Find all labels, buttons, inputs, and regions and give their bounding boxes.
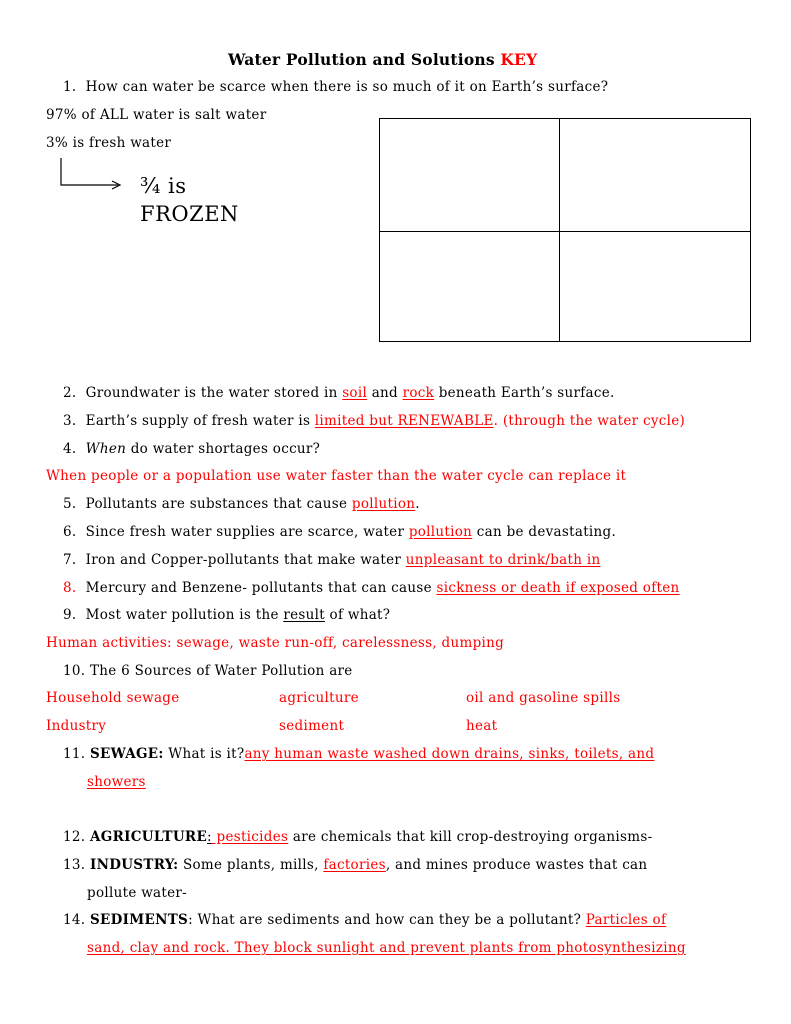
q8-answer: sickness or death if exposed often [436, 580, 680, 596]
source-item: Household sewage [46, 690, 180, 706]
grid-divider-horizontal [380, 231, 750, 232]
question-12: 12. AGRICULTURE: pesticides are chemicals that kill crop-destroying organisms- [63, 829, 653, 845]
q3-answer: limited but RENEWABLE [314, 413, 494, 429]
source-item: agriculture [279, 690, 359, 706]
q2-answer-rock: rock [402, 385, 435, 401]
q1-text: How can water be scarce when there is so much of it on Earth’s surface? [85, 79, 609, 95]
q1-answer-salt: 97% of ALL water is salt water [46, 107, 267, 123]
question-3: 3. Earth’s supply of fresh water is limited but RENEWABLE. (through the water cycle) [63, 413, 686, 429]
question-2: 2. Groundwater is the water stored in soil and rock beneath Earth’s surface. [63, 385, 615, 401]
frozen-fraction: ¾ is [140, 174, 187, 198]
q9-result: result [283, 607, 325, 623]
title-key: KEY [500, 50, 538, 69]
question-4: 4. When do water shortages occur? [63, 441, 321, 457]
question-5: 5. Pollutants are substances that cause pollution. [63, 496, 420, 512]
page-title [228, 50, 537, 69]
answer-grid [379, 118, 751, 342]
source-item: oil and gasoline spills [466, 690, 621, 706]
frozen-label: FROZEN [140, 202, 239, 226]
question-7: 7. Iron and Copper-pollutants that make water unpleasant to drink/bath in [63, 552, 601, 568]
q14-answer: Particles of [585, 912, 667, 928]
title-text: Water Pollution and Solutions [228, 50, 501, 69]
question-14: 14. SEDIMENTS: What are sediments and how can they be a pollutant? Particles of [63, 912, 667, 928]
q1-number: 1. [63, 79, 77, 95]
question-13: 13. INDUSTRY: Some plants, mills, factories, and mines produce wastes that can [63, 857, 648, 873]
q7-answer: unpleasant to drink/bath in [405, 552, 601, 568]
q2-answer-soil: soil [342, 385, 368, 401]
question-11: 11. SEWAGE: What is it?any human waste washed down drains, sinks, toilets, and [63, 746, 655, 762]
question-6: 6. Since fresh water supplies are scarce, water pollution can be devastating. [63, 524, 617, 540]
q1-answer-fresh: 3% is fresh water [46, 135, 172, 151]
source-item: sediment [279, 718, 345, 734]
q6-answer: pollution [408, 524, 473, 540]
grid-divider-vertical [559, 119, 560, 341]
arrow-icon [58, 156, 140, 192]
q11-answer-cont: showers [87, 774, 146, 790]
question-9: 9. Most water pollution is the result of what? [63, 607, 391, 623]
source-item: Industry [46, 718, 107, 734]
source-item: heat [466, 718, 498, 734]
q14-answer-cont: sand, clay and rock. They block sunlight and prevent plants from photosynthesizing [87, 940, 686, 956]
q13-answer: factories [323, 857, 386, 873]
q4-answer: When people or a population use water faster than the water cycle can replace it [46, 468, 627, 484]
question-1 [63, 79, 608, 95]
q12-answer: pesticides [211, 829, 289, 845]
q5-answer: pollution [351, 496, 416, 512]
q13-cont: pollute water- [87, 885, 188, 901]
question-8: 8. Mercury and Benzene- pollutants that can cause sickness or death if exposed often [63, 580, 680, 596]
q9-answer: Human activities: sewage, waste run-off, carelessness, dumping [46, 635, 505, 651]
q11-answer: any human waste washed down drains, sinks, toilets, and [244, 746, 655, 762]
q3-note: (through the water cycle) [502, 413, 686, 429]
question-10: 10. The 6 Sources of Water Pollution are [63, 663, 353, 679]
